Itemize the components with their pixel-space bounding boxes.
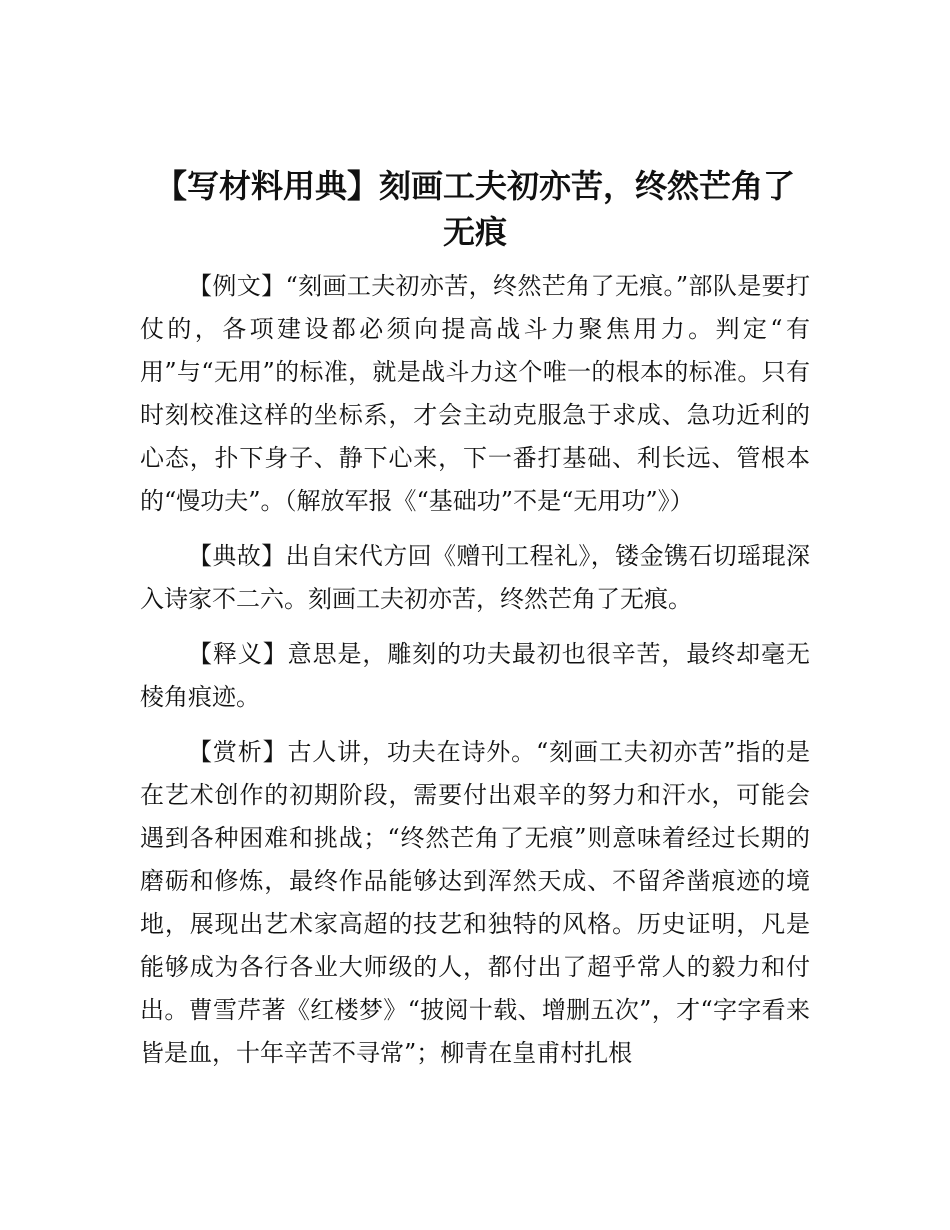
paragraph-allusion bbox=[140, 535, 810, 621]
paragraph-tag: 【释义】 bbox=[188, 640, 288, 668]
paragraph-text: “刻画工夫初亦苦，终然芒角了无痕。”部队是要打仗的，各项建设都必须向提高战斗力聚焦用力。判定“有用”与“无用”的标准，就是战斗力这个唯一的根本的标准。只有时刻校准这样的坐标系，才会主动克服急于求成、急功近利的心态，扑下身子、静下心来，下一番打基础、利长远、管根本的“慢功夫”。（解放军报《“基础功”不是“无用功”》） bbox=[140, 272, 811, 515]
paragraph-text: 出自宋代方回《赠刊工程礼》，镂金镌石切瑶琨深入诗家不二六。刻画工夫初亦苦，终然芒角了无痕。 bbox=[140, 542, 811, 613]
document-title: 【写材料用典】刻画工夫初亦苦，终然芒角了无痕 bbox=[154, 167, 795, 251]
document-body bbox=[140, 265, 810, 1087]
paragraph-tag: 【例文】 bbox=[188, 272, 286, 300]
paragraph-example bbox=[140, 265, 810, 523]
paragraph-tag: 【赏析】 bbox=[188, 738, 288, 766]
paragraph-appreciation bbox=[140, 731, 810, 1075]
paragraph-meaning bbox=[140, 633, 810, 719]
paragraph-text: 意思是，雕刻的功夫最初也很辛苦，最终却毫无棱角痕迹。 bbox=[140, 640, 811, 711]
paragraph-tag: 【典故】 bbox=[188, 542, 286, 570]
paragraph-text: 古人讲，功夫在诗外。“刻画工夫初亦苦”指的是在艺术创作的初期阶段，需要付出艰辛的努力和汗水，可能会遇到各种困难和挑战；“终然芒角了无痕”则意味着经过长期的磨砺和修炼，最终作品能够达到浑然天成、不留斧凿痕迹的境地，展现出艺术家高超的技艺和独特的风格。历史证明，凡是能够成为各行各业大师级的人，都付出了超乎常人的毅力和付出。曹雪芹著《红楼梦》“披阅十载、增删五次”，才“字字看来皆是血，十年辛苦不寻常”；柳青在皇甫村扎根 bbox=[140, 738, 810, 1067]
